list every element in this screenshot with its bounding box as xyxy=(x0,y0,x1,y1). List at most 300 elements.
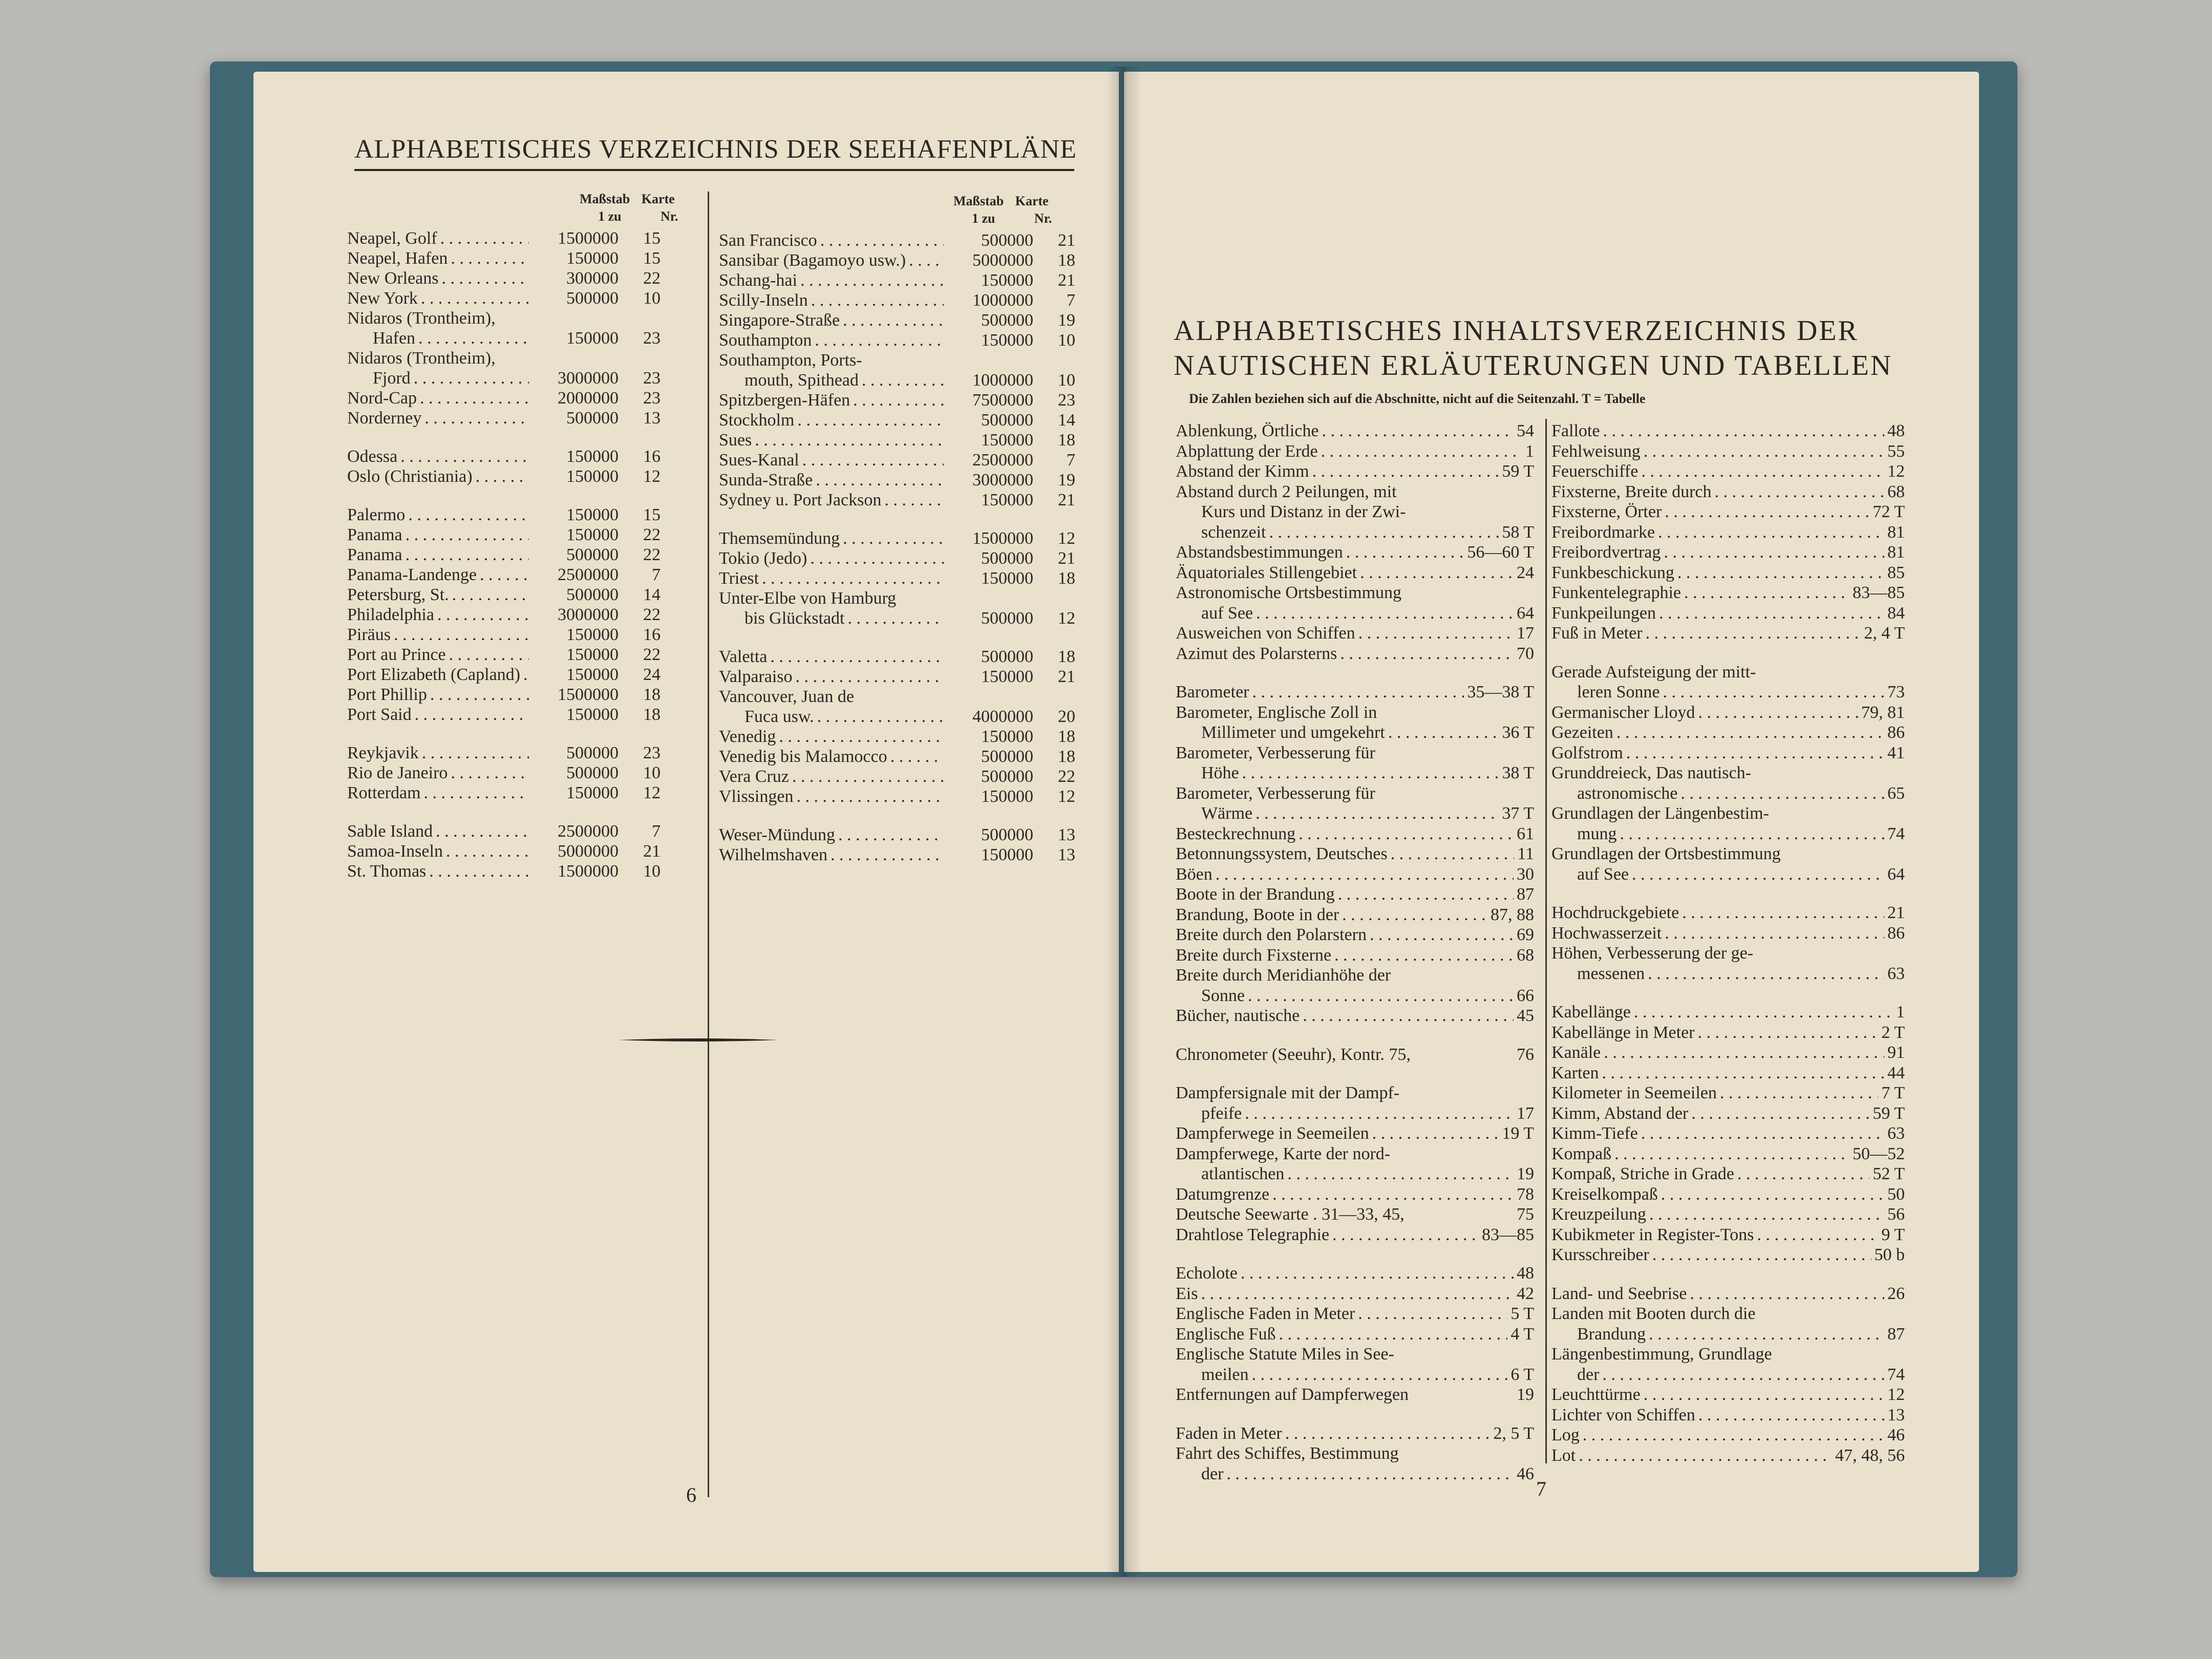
index-row xyxy=(719,528,1075,548)
section-reference: 44 xyxy=(1884,1063,1905,1083)
topic-name xyxy=(1551,1204,1884,1225)
port-name xyxy=(347,505,529,525)
index-row xyxy=(719,667,1075,687)
map-number: 16 xyxy=(619,446,661,466)
index-row xyxy=(1551,603,1905,624)
port-name-text: Wilhelmshaven xyxy=(719,845,831,864)
index-row xyxy=(1551,482,1905,502)
port-name xyxy=(719,350,944,370)
section-reference xyxy=(1531,583,1534,603)
map-number: 18 xyxy=(619,705,661,725)
index-row xyxy=(1176,1443,1534,1464)
index-row xyxy=(347,525,661,545)
topic-name-text: Höhe xyxy=(1201,763,1242,782)
index-row xyxy=(1551,943,1905,964)
scale-value: 500000 xyxy=(944,230,1033,250)
index-row xyxy=(347,348,661,368)
port-name xyxy=(719,250,944,270)
section-reference xyxy=(1531,703,1534,723)
index-row xyxy=(1551,1083,1905,1103)
section-reference: 19 T xyxy=(1499,1123,1534,1144)
map-number: 10 xyxy=(1033,370,1075,390)
port-name-text: Port Said xyxy=(347,705,415,724)
port-name xyxy=(719,608,944,628)
section-reference: 6 T xyxy=(1507,1365,1534,1385)
index-row xyxy=(1551,1365,1905,1385)
spacer xyxy=(347,725,661,743)
port-name xyxy=(719,568,944,588)
port-name-text: St. Thomas xyxy=(347,862,429,881)
port-name-text: San Francisco xyxy=(719,231,820,250)
section-reference xyxy=(1531,1344,1534,1365)
port-name xyxy=(719,230,944,250)
index-row xyxy=(1551,703,1905,723)
port-name xyxy=(719,588,944,608)
map-number: 21 xyxy=(1033,490,1075,510)
section-reference xyxy=(1902,1304,1905,1324)
topic-name xyxy=(1176,1365,1507,1385)
scale-value xyxy=(529,308,619,328)
map-number: 13 xyxy=(1033,825,1075,845)
map-number: 21 xyxy=(1033,270,1075,290)
book-gutter xyxy=(1106,67,1142,1577)
map-number: 19 xyxy=(1033,470,1075,490)
section-reference: 52 T xyxy=(1869,1164,1905,1184)
map-number: 18 xyxy=(1033,430,1075,450)
spacer xyxy=(1176,1026,1534,1045)
index-row xyxy=(1551,722,1905,743)
topic-name xyxy=(1176,461,1499,482)
section-reference: 66 xyxy=(1514,986,1534,1006)
port-name-text: Sansibar (Bagamoyo usw.) xyxy=(719,251,909,270)
topic-name-text: Breite durch den Polarstern xyxy=(1176,925,1370,944)
index-row xyxy=(1176,1365,1534,1385)
topic-name xyxy=(1176,703,1531,723)
section-reference: 19 xyxy=(1514,1164,1534,1184)
section-reference: 75 xyxy=(1514,1204,1534,1225)
scale-value: 2500000 xyxy=(529,821,619,841)
index-row xyxy=(719,350,1075,370)
port-name-text: Themsemündung xyxy=(719,529,843,548)
right-index-column-2 xyxy=(1551,421,1905,1465)
topic-name-text: Barometer, Verbesserung für xyxy=(1176,784,1378,803)
topic-name-text: Längenbestimmung, Grundlage xyxy=(1551,1345,1775,1364)
topic-name xyxy=(1551,1425,1884,1445)
index-row xyxy=(1176,502,1534,522)
topic-name-text: Besteckrechnung xyxy=(1176,824,1299,843)
topic-name-text: Kubikmeter in Register-Tons xyxy=(1551,1225,1757,1244)
index-row xyxy=(1176,1144,1534,1164)
scale-value: 3000000 xyxy=(529,605,619,625)
index-row xyxy=(1551,1164,1905,1184)
section-reference xyxy=(1902,803,1905,824)
section-reference: 47, 48, 56 xyxy=(1832,1445,1905,1466)
topic-name-text: Bücher, nautische xyxy=(1176,1006,1303,1025)
map-number: 23 xyxy=(1033,390,1075,410)
port-name-text: Neapel, Hafen xyxy=(347,249,451,268)
topic-name xyxy=(1176,763,1499,783)
index-row xyxy=(719,490,1075,510)
section-reference: 17 xyxy=(1514,1103,1534,1124)
topic-name xyxy=(1551,1365,1884,1385)
topic-name-text: Land- und Seebrise xyxy=(1551,1284,1690,1303)
port-name-text: Palermo xyxy=(347,505,408,524)
right-index-column-1 xyxy=(1176,421,1534,1484)
scale-value: 500000 xyxy=(944,310,1033,330)
topic-name xyxy=(1176,1123,1499,1144)
section-reference: 55 xyxy=(1884,441,1905,462)
map-number xyxy=(1033,588,1075,608)
col2-header-map-sub: Nr. xyxy=(1034,211,1052,226)
index-row xyxy=(1176,864,1534,885)
topic-name-text: Fehlweisung xyxy=(1551,442,1644,461)
index-row xyxy=(1551,1184,1905,1205)
topic-name-text: der xyxy=(1201,1464,1226,1483)
section-reference xyxy=(1531,743,1534,763)
section-reference: 68 xyxy=(1884,482,1905,502)
index-row xyxy=(719,845,1075,865)
index-row xyxy=(1176,522,1534,543)
section-reference: 2, 5 T xyxy=(1490,1423,1534,1444)
section-reference: 54 xyxy=(1514,421,1534,441)
section-reference: 36 T xyxy=(1499,722,1534,743)
port-name xyxy=(347,783,529,803)
topic-name-text: atlantischen xyxy=(1201,1164,1287,1183)
scale-value: 500000 xyxy=(529,288,619,308)
topic-name-text: Dampferwege, Karte der nord- xyxy=(1176,1144,1393,1163)
index-row xyxy=(1176,542,1534,563)
port-name xyxy=(347,466,529,486)
topic-name-text: Kursschreiber xyxy=(1551,1245,1652,1264)
port-name xyxy=(719,747,944,767)
topic-name xyxy=(1176,803,1499,824)
port-name-text: Reykjavik xyxy=(347,743,422,762)
section-reference: 12 xyxy=(1884,1385,1905,1405)
topic-name-text: Freibordmarke xyxy=(1551,523,1658,542)
spacer xyxy=(719,510,1075,528)
map-number: 23 xyxy=(619,328,661,348)
scale-value: 5000000 xyxy=(944,250,1033,270)
section-reference: 78 xyxy=(1514,1184,1534,1205)
port-name-text: Rio de Janeiro xyxy=(347,763,451,782)
port-name xyxy=(719,330,944,350)
topic-name xyxy=(1551,1103,1869,1124)
index-row xyxy=(719,370,1075,390)
scale-value: 500000 xyxy=(944,608,1033,628)
map-number: 12 xyxy=(1033,528,1075,548)
map-number: 12 xyxy=(619,783,661,803)
port-name xyxy=(347,408,529,428)
map-number: 23 xyxy=(619,368,661,388)
topic-name xyxy=(1551,1002,1893,1023)
topic-name-text: Funkbeschickung xyxy=(1551,563,1677,582)
section-reference xyxy=(1902,844,1905,864)
map-number: 20 xyxy=(1033,707,1075,727)
port-name-text: Philadelphia xyxy=(347,605,437,624)
topic-name-text: Entfernungen auf Dampferwegen xyxy=(1176,1385,1412,1404)
scale-value: 500000 xyxy=(529,545,619,565)
section-reference: 76 xyxy=(1514,1045,1534,1065)
topic-name xyxy=(1551,1445,1832,1466)
index-row xyxy=(1551,563,1905,583)
index-row xyxy=(1176,1304,1534,1324)
topic-name-text: Fahrt des Schiffes, Bestimmung xyxy=(1176,1444,1402,1463)
spacer xyxy=(1551,884,1905,903)
port-name-text: Panama-Landenge xyxy=(347,565,480,584)
section-reference: 42 xyxy=(1514,1284,1534,1304)
topic-name xyxy=(1176,563,1514,583)
section-reference xyxy=(1531,1443,1534,1464)
topic-name-text: Kreuzpeilung xyxy=(1551,1205,1649,1224)
section-reference: 9 T xyxy=(1878,1225,1905,1245)
map-number: 18 xyxy=(1033,647,1075,667)
map-number: 18 xyxy=(1033,747,1075,767)
index-row xyxy=(347,328,661,348)
topic-name xyxy=(1176,522,1499,543)
topic-name-text: Funkentelegraphie xyxy=(1551,583,1684,602)
index-row xyxy=(1176,461,1534,482)
index-row xyxy=(719,270,1075,290)
map-number: 21 xyxy=(619,841,661,861)
port-name xyxy=(719,786,944,806)
index-row xyxy=(1551,923,1905,944)
section-reference: 86 xyxy=(1884,722,1905,743)
spacer xyxy=(719,806,1075,825)
topic-name-text: Kompaß xyxy=(1551,1144,1614,1163)
topic-name-text: Freibordvertrag xyxy=(1551,543,1664,562)
index-row xyxy=(347,446,661,466)
index-row xyxy=(1176,1284,1534,1304)
index-row xyxy=(1176,743,1534,763)
map-number: 19 xyxy=(1033,310,1075,330)
scale-value: 7500000 xyxy=(944,390,1033,410)
index-row xyxy=(1176,1164,1534,1184)
topic-name-text: Grundlagen der Längenbestim- xyxy=(1551,804,1772,823)
port-name xyxy=(347,605,529,625)
index-row xyxy=(1176,1423,1534,1444)
scale-value: 500000 xyxy=(529,763,619,783)
scale-value: 500000 xyxy=(944,410,1033,430)
index-row xyxy=(1176,965,1534,986)
map-number: 24 xyxy=(619,665,661,685)
port-name-text: Venedig bis Malamocco xyxy=(719,747,890,766)
index-row xyxy=(1176,703,1534,723)
topic-name xyxy=(1551,1245,1871,1265)
scale-value: 500000 xyxy=(529,743,619,763)
index-row xyxy=(719,470,1075,490)
port-name xyxy=(719,390,944,410)
topic-name xyxy=(1176,945,1514,966)
scale-value: 500000 xyxy=(944,548,1033,568)
topic-name xyxy=(1551,1385,1884,1405)
map-number: 7 xyxy=(1033,290,1075,310)
index-row xyxy=(1551,421,1905,441)
index-row xyxy=(719,390,1075,410)
left-index-column-2 xyxy=(719,230,1075,865)
index-row xyxy=(1176,421,1534,441)
section-reference xyxy=(1531,1083,1534,1103)
topic-name xyxy=(1176,542,1464,563)
port-name-text: Panama xyxy=(347,545,406,564)
section-reference: 50 xyxy=(1884,1184,1905,1205)
section-reference: 7 T xyxy=(1878,1083,1905,1103)
port-name-text: New Orleans xyxy=(347,269,441,288)
index-row xyxy=(1551,783,1905,804)
topic-name xyxy=(1176,1083,1531,1103)
topic-name xyxy=(1176,965,1531,986)
index-row xyxy=(347,248,661,268)
scale-value: 500000 xyxy=(944,747,1033,767)
scale-value: 150000 xyxy=(944,568,1033,588)
index-row xyxy=(719,647,1075,667)
index-row xyxy=(1551,1204,1905,1225)
topic-name xyxy=(1551,1184,1884,1205)
map-number: 23 xyxy=(619,388,661,408)
section-reference: 1 xyxy=(1893,1002,1905,1023)
index-row xyxy=(1551,542,1905,563)
port-name xyxy=(347,705,529,725)
section-reference xyxy=(1902,1344,1905,1365)
section-reference: 64 xyxy=(1884,864,1905,885)
topic-name-text: auf See xyxy=(1577,865,1632,884)
scale-value: 1000000 xyxy=(944,370,1033,390)
spacer xyxy=(1176,1245,1534,1263)
topic-name xyxy=(1176,421,1514,441)
index-row xyxy=(347,821,661,841)
topic-name-text: Englische Faden in Meter xyxy=(1176,1304,1358,1323)
scale-value: 150000 xyxy=(529,625,619,645)
port-name xyxy=(347,228,529,248)
map-number: 18 xyxy=(1033,727,1075,747)
topic-name xyxy=(1176,1204,1514,1225)
scale-value: 300000 xyxy=(529,268,619,288)
topic-name-text: Azimut des Polarsterns xyxy=(1176,644,1340,663)
index-row xyxy=(1176,682,1534,703)
topic-name xyxy=(1176,1443,1531,1464)
topic-name xyxy=(1551,1144,1849,1164)
section-reference: 59 T xyxy=(1869,1103,1905,1124)
index-row xyxy=(1176,1045,1534,1065)
index-row xyxy=(1551,763,1905,783)
topic-name-text: Höhen, Verbesserung der ge- xyxy=(1551,944,1756,963)
page-number-right: 7 xyxy=(1536,1477,1546,1500)
section-reference: 64 xyxy=(1514,603,1534,624)
section-reference: 1 xyxy=(1522,441,1534,462)
section-reference: 5 T xyxy=(1507,1304,1534,1324)
index-row xyxy=(1551,1023,1905,1043)
topic-name-text: Feuerschiffe xyxy=(1551,462,1641,481)
index-row xyxy=(347,585,661,605)
left-index-column-1 xyxy=(347,228,661,881)
port-name xyxy=(347,446,529,466)
port-name xyxy=(719,707,944,727)
index-row xyxy=(1551,583,1905,603)
scale-value: 150000 xyxy=(944,270,1033,290)
topic-name-text: Kreiselkompaß xyxy=(1551,1185,1661,1204)
topic-name xyxy=(1551,583,1849,603)
port-name-text: Petersburg, St. xyxy=(347,585,452,604)
topic-name-text: Brandung, Boote in der xyxy=(1176,905,1342,924)
index-row xyxy=(719,825,1075,845)
section-reference: 30 xyxy=(1514,864,1534,885)
port-name-text: Piräus xyxy=(347,625,394,644)
port-name xyxy=(347,685,529,705)
index-row xyxy=(347,368,661,388)
port-name-text: Sues xyxy=(719,431,755,450)
topic-name-text: Germanischer Lloyd xyxy=(1551,703,1698,722)
topic-name xyxy=(1176,1284,1514,1304)
topic-name xyxy=(1551,1324,1884,1345)
port-name xyxy=(347,545,529,565)
section-reference: 50 b xyxy=(1871,1245,1905,1265)
topic-name xyxy=(1176,1045,1514,1065)
port-name xyxy=(347,821,529,841)
port-name xyxy=(719,430,944,450)
index-row xyxy=(1551,623,1905,644)
index-row xyxy=(1551,864,1905,885)
index-row xyxy=(347,743,661,763)
topic-name-text: Kabellänge xyxy=(1551,1003,1634,1022)
scale-value: 150000 xyxy=(529,525,619,545)
topic-name-text: Hochwasserzeit xyxy=(1551,924,1665,943)
spacer xyxy=(347,803,661,821)
index-row xyxy=(1551,1144,1905,1164)
index-row xyxy=(719,548,1075,568)
topic-name xyxy=(1551,1304,1902,1324)
port-name-text: Norderney xyxy=(347,409,424,428)
scale-value: 150000 xyxy=(944,845,1033,865)
topic-name xyxy=(1176,682,1464,703)
index-row xyxy=(1551,1385,1905,1405)
port-name-text: Valetta xyxy=(719,647,770,666)
topic-name xyxy=(1176,743,1531,763)
section-reference: 17 xyxy=(1514,623,1534,644)
index-row xyxy=(1176,1464,1534,1484)
scale-value: 2500000 xyxy=(944,450,1033,470)
topic-name xyxy=(1176,783,1531,804)
port-name-text: Odessa xyxy=(347,447,400,466)
topic-name xyxy=(1551,542,1884,563)
section-reference: 73 xyxy=(1884,682,1905,703)
topic-name xyxy=(1176,603,1514,624)
index-row xyxy=(1551,1043,1905,1063)
index-row xyxy=(719,568,1075,588)
topic-name-text: Fixsterne, Breite durch xyxy=(1551,482,1715,501)
topic-name-text: Kabellänge in Meter xyxy=(1551,1023,1697,1042)
port-name xyxy=(347,388,529,408)
topic-name-text: Golfstrom xyxy=(1551,743,1626,762)
port-name xyxy=(719,528,944,548)
section-reference xyxy=(1531,783,1534,804)
index-row xyxy=(719,687,1075,707)
port-name-text: Triest xyxy=(719,569,762,588)
topic-name xyxy=(1176,1385,1514,1405)
index-row xyxy=(719,290,1075,310)
scale-value: 500000 xyxy=(529,408,619,428)
index-row xyxy=(347,565,661,585)
topic-name xyxy=(1176,1344,1531,1365)
map-number: 13 xyxy=(1033,845,1075,865)
section-reference: 37 T xyxy=(1499,803,1534,824)
scale-value: 500000 xyxy=(944,825,1033,845)
topic-name xyxy=(1176,1304,1507,1324)
topic-name-text: Drahtlose Telegraphie xyxy=(1176,1225,1332,1244)
scale-value: 150000 xyxy=(529,446,619,466)
map-number: 10 xyxy=(619,288,661,308)
section-reference: 91 xyxy=(1884,1043,1905,1063)
topic-name-text: Boote in der Brandung xyxy=(1176,885,1338,904)
port-name xyxy=(719,647,944,667)
